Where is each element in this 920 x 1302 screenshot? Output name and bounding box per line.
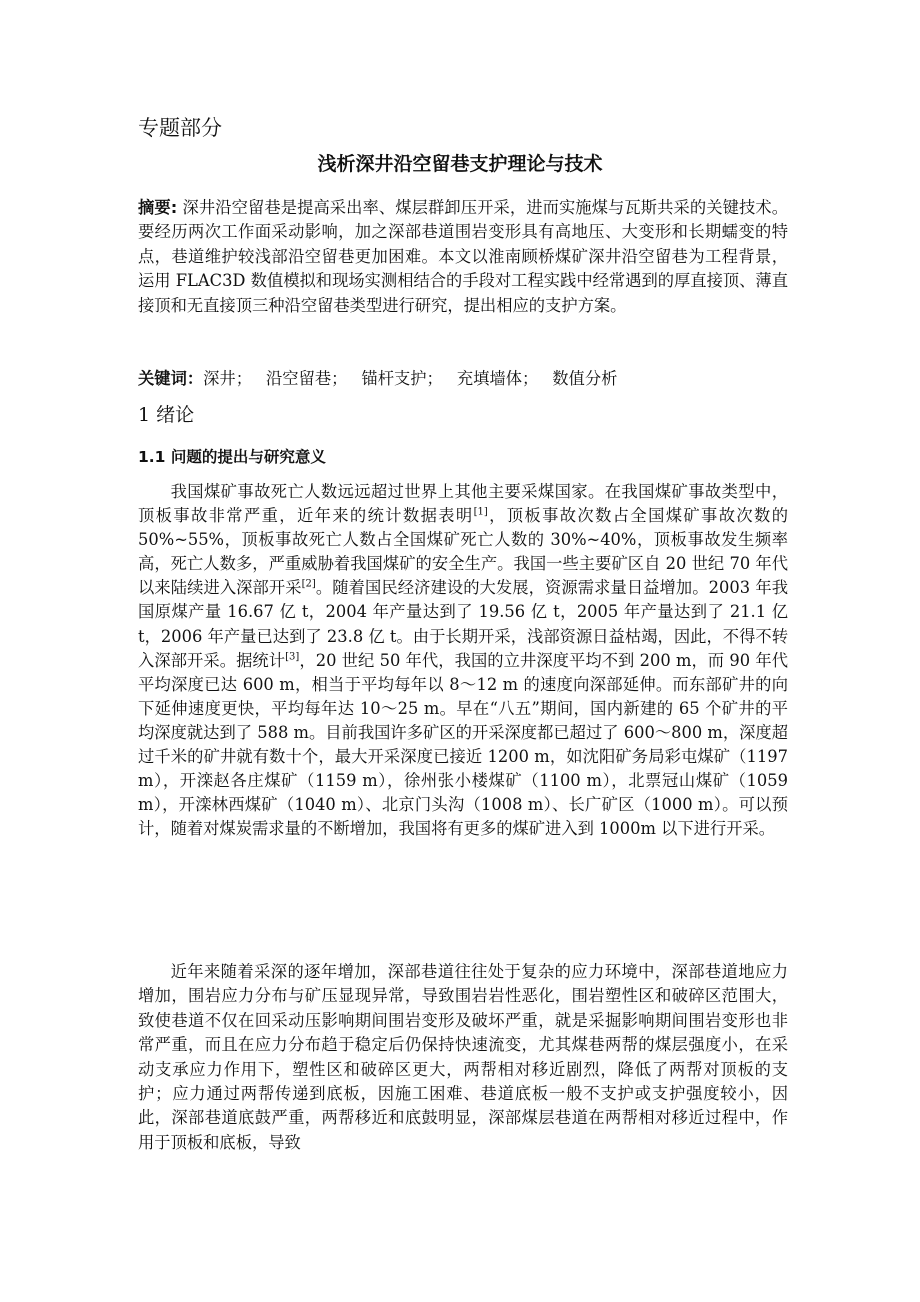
abstract xyxy=(138,196,788,318)
citation: [1] xyxy=(473,506,488,518)
paragraph-text: ，顶板事故次数占全国煤矿事故次数的 50%~55%，顶板事故死亡人数占全国煤矿死亡人数的 30%~40%，顶板事故发生频率高，死亡人数多，严重威胁着我国煤矿的安全生产。我国一些主要矿区自 20 世纪 70 年代以来陆续进入深部开采 xyxy=(138,506,788,598)
keyword: 沿空留巷； xyxy=(266,369,348,388)
paper-title: 浅析深井沿空留巷支护理论与技术 xyxy=(317,153,603,175)
heading-chapter: 1 绪论 xyxy=(138,404,195,426)
heading-section: 1.1 问题的提出与研究意义 xyxy=(138,448,326,466)
keyword: 数值分析 xyxy=(552,369,618,388)
body-paragraph xyxy=(138,480,788,841)
keywords-label: 关键词： xyxy=(138,369,204,388)
keyword: 锚杆支护； xyxy=(361,369,443,388)
keywords xyxy=(138,365,631,389)
citation: [2] xyxy=(301,578,316,590)
paragraph-text: 。随着国民经济建设的大发展，资源需求量日益增加。2003 年我国原煤产量 16.67 亿 t，2004 年产量达到了 19.56 亿 t，2005 年产量达到了 21.1 亿 t，2006 年产量已达到了 23.8 亿 t。由于长期开采，浅部资源日益枯竭，因此，不得不转入深部开采。据统计 xyxy=(138,578,788,670)
keyword: 充填墙体； xyxy=(456,369,539,388)
abstract-label: 摘要: xyxy=(138,198,178,217)
section-label: 专题部分 xyxy=(138,116,222,140)
citation: [3] xyxy=(285,651,300,663)
paragraph-text: ，20 世纪 50 年代，我国的立井深度平均不到 200 m，而 90 年代平均深度已达 600 m，相当于平均每年以 8～12 m 的速度向深部延伸。而东部矿井的向下延伸速度更快，平均每年达 10～25 m。早在“八五”期间，国内新建的 65 个矿井的平均深度就达到了 588 m。目前我国许多矿区的开采深度都已超过了 600～800 m，深度超过千米的矿井就有数十个，最大开采深度已接近 1200 m，如沈阳矿务局彩屯煤矿（1197 m），开滦赵各庄煤矿（1159 m），徐州张小楼煤矿（1100 m），北票冠山煤矿（1059 m），开滦林西煤矿（1040 m）、北京门头沟（1008 m）、长广矿区（1000 m）。可以预计，随着对煤炭需求量的不断增加，我国将有更多的煤矿进入到 1000m 以下进行开采。 xyxy=(138,650,788,839)
keyword: 深井； xyxy=(203,369,252,388)
paragraph-text: 我国煤矿事故死亡人数远远超过世界上其他主要采煤国家。在我国煤矿事故类型中，顶板事故非常严重，近年来的统计数据表明 xyxy=(138,482,788,526)
body-paragraph: 近年来随着采深的逐年增加，深部巷道往往处于复杂的应力环境中，深部巷道地应力增加，围岩应力分布与矿压显现异常，导致围岩岩性恶化，围岩塑性区和破碎区范围大，致使巷道不仅在回采动压影响期间围岩变形及破坏严重，就是采掘影响期间围岩变形也非常严重，而且在应力分布趋于稳定后仍保持快速流变，尤其煤巷两帮的煤层强度小，在采动支承应力作用下，塑性区和破碎区更大，两帮相对移近剧烈，降低了两帮对顶板的支护；应力通过两帮传递到底板，因施工困难、巷道底板一般不支护或支护强度较小，因此，深部巷道底鼓严重，两帮移近和底鼓明显，深部煤层巷道在两帮相对移近过程中，作用于顶板和底板，导致 xyxy=(138,962,788,1152)
abstract-text: 深井沿空留巷是提高采出率、煤层群卸压开采，进而实施煤与瓦斯共采的关键技术。要经历两次工作面采动影响，加之深部巷道围岩变形具有高地压、大变形和长期蠕变的特点，巷道维护较浅部沿空留巷更加困难。本文以淮南顾桥煤矿深井沿空留巷为工程背景，运用 FLAC3D 数值模拟和现场实测相结合的手段对工程实践中经常遇到的厚直接顶、薄直接顶和无直接顶三种沿空留巷类型进行研究，提出相应的支护方案。 xyxy=(138,198,788,315)
